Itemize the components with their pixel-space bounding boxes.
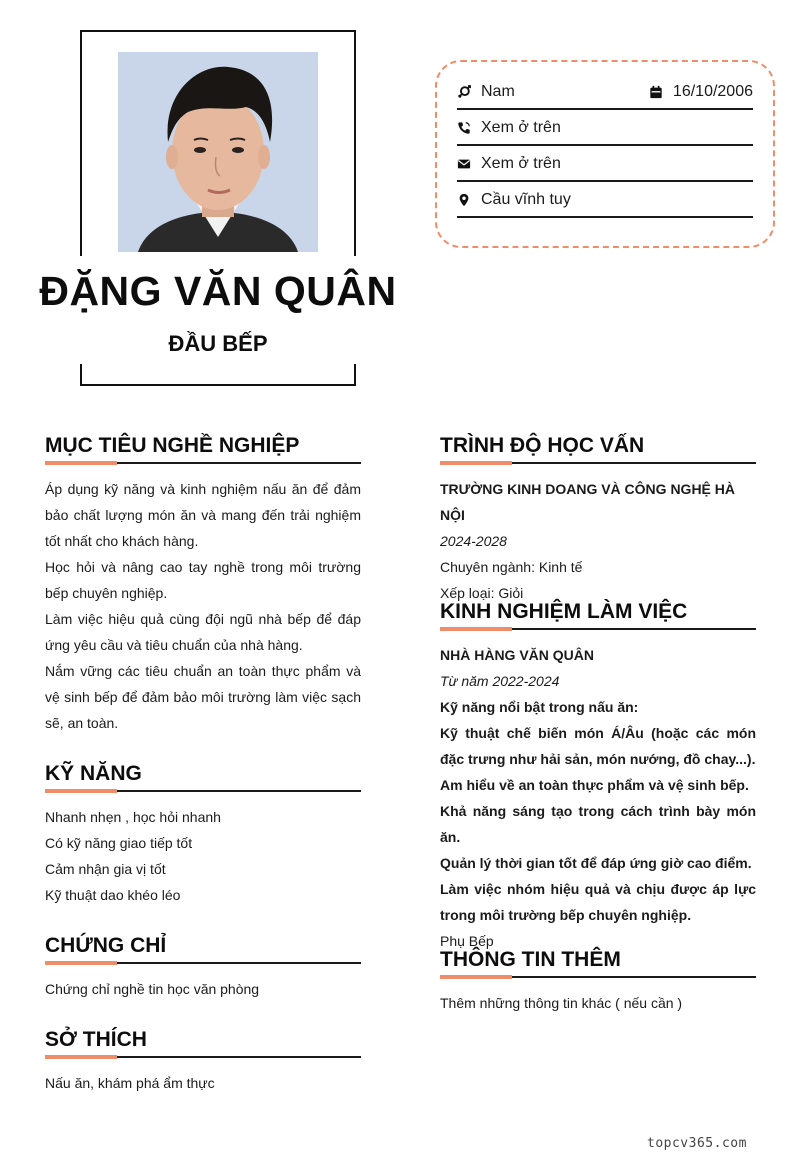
phone-icon bbox=[457, 121, 471, 135]
experience-details bbox=[440, 642, 756, 954]
experience-period: Từ năm 2022-2024 bbox=[440, 673, 560, 689]
education-title: TRÌNH ĐỘ HỌC VẤN bbox=[440, 434, 645, 457]
watermark-text: topcv365.com bbox=[647, 1136, 747, 1151]
dob-value: 16/10/2006 bbox=[672, 83, 753, 100]
education-section bbox=[440, 432, 756, 606]
phone-row bbox=[457, 112, 753, 146]
experience-section bbox=[440, 598, 756, 954]
gender-icon bbox=[457, 85, 471, 99]
address-value: Cầu vĩnh tuy bbox=[481, 191, 571, 208]
objective-line: Làm việc hiệu quả cùng đội ngũ nhà bếp để đáp ứng yêu cầu và tiêu chuẩn của nhà hàng. bbox=[45, 611, 361, 653]
calendar-icon bbox=[649, 85, 663, 99]
photo-frame-bottom bbox=[80, 364, 356, 386]
dob-group bbox=[649, 83, 753, 101]
extra-info-text: Thêm những thông tin khác ( nếu cần ) bbox=[440, 995, 683, 1011]
hobbies-title: SỞ THÍCH bbox=[45, 1028, 147, 1051]
hobby-item: Nấu ăn, khám phá ẩm thực bbox=[45, 1075, 215, 1091]
hobbies-section bbox=[45, 1026, 361, 1096]
extra-info-title: THÔNG TIN THÊM bbox=[440, 948, 621, 971]
experience-line: Làm việc nhóm hiệu quả và chịu được áp lực trong môi trường bếp chuyên nghiệp. bbox=[440, 881, 756, 923]
education-period: 2024-2028 bbox=[440, 533, 507, 549]
profile-photo bbox=[118, 52, 318, 252]
phone-value: Xem ở trên bbox=[481, 119, 561, 136]
experience-line: Khả năng sáng tạo trong cách trình bày món ăn. bbox=[440, 803, 756, 845]
objective-title: MỤC TIÊU NGHỀ NGHIỆP bbox=[45, 434, 300, 457]
company-name: NHÀ HÀNG VĂN QUÂN bbox=[440, 647, 594, 663]
gender-dob-row bbox=[457, 76, 753, 110]
experience-line: Am hiểu về an toàn thực phẩm và vệ sinh bếp. bbox=[440, 777, 749, 793]
section-divider bbox=[440, 627, 756, 632]
address-row bbox=[457, 184, 753, 218]
hobbies-list bbox=[45, 1070, 361, 1096]
gender-value: Nam bbox=[481, 83, 515, 100]
email-value: Xem ở trên bbox=[481, 155, 561, 172]
experience-line: Kỹ năng nổi bật trong nấu ăn: bbox=[440, 699, 639, 715]
skill-item: Kỹ thuật dao khéo léo bbox=[45, 887, 181, 903]
objective-line: Áp dụng kỹ năng và kinh nghiệm nấu ăn để đảm bảo chất lượng món ăn và mang đến trải nghiệm tốt nhất cho khách hàng. bbox=[45, 481, 361, 549]
extra-info-section bbox=[440, 946, 756, 1016]
email-icon bbox=[457, 157, 471, 171]
section-divider bbox=[45, 461, 361, 466]
objective-section bbox=[45, 432, 361, 736]
skills-title: KỸ NĂNG bbox=[45, 762, 142, 785]
objective-line: Nắm vững các tiêu chuẩn an toàn thực phẩm và vệ sinh bếp để đảm bảo môi trường làm việc sạch sẽ, an toàn. bbox=[45, 663, 361, 731]
school-name: TRƯỜNG KINH DOANG VÀ CÔNG NGHỆ HÀ NỘI bbox=[440, 481, 736, 523]
objective-line: Học hỏi và nâng cao tay nghề trong môi trường bếp chuyên nghiệp. bbox=[45, 559, 361, 601]
experience-line: Kỹ thuật chế biến món Á/Âu (hoặc các món đặc trưng như hải sản, món nướng, đồ chay...). bbox=[440, 725, 756, 767]
certificates-list bbox=[45, 976, 361, 1002]
experience-title: KINH NGHIỆM LÀM VIỆC bbox=[440, 600, 688, 623]
skills-list bbox=[45, 804, 361, 908]
certificates-title: CHỨNG CHỈ bbox=[45, 934, 167, 957]
location-icon bbox=[457, 193, 471, 207]
job-title: ĐẦU BẾP bbox=[168, 331, 268, 356]
candidate-name: ĐẶNG VĂN QUÂN bbox=[39, 268, 397, 314]
section-divider bbox=[45, 1055, 361, 1060]
contact-info-box bbox=[435, 60, 775, 248]
skills-section bbox=[45, 760, 361, 908]
skill-item: Cảm nhận gia vị tốt bbox=[45, 861, 166, 877]
section-divider bbox=[440, 461, 756, 466]
objective-text bbox=[45, 476, 361, 736]
education-major: Chuyên ngành: Kinh tế bbox=[440, 559, 583, 575]
certificate-item: Chứng chỉ nghề tin học văn phòng bbox=[45, 981, 260, 997]
experience-role: Phụ Bếp bbox=[440, 933, 494, 949]
section-divider bbox=[45, 789, 361, 794]
section-divider bbox=[45, 961, 361, 966]
education-grade: Xếp loại: Giỏi bbox=[440, 585, 524, 601]
email-row bbox=[457, 148, 753, 182]
skill-item: Có kỹ năng giao tiếp tốt bbox=[45, 835, 193, 851]
skill-item: Nhanh nhẹn , học hỏi nhanh bbox=[45, 809, 221, 825]
experience-line: Quản lý thời gian tốt để đáp ứng giờ cao điểm. bbox=[440, 855, 752, 871]
section-divider bbox=[440, 975, 756, 980]
certificates-section bbox=[45, 932, 361, 1002]
education-details bbox=[440, 476, 756, 606]
